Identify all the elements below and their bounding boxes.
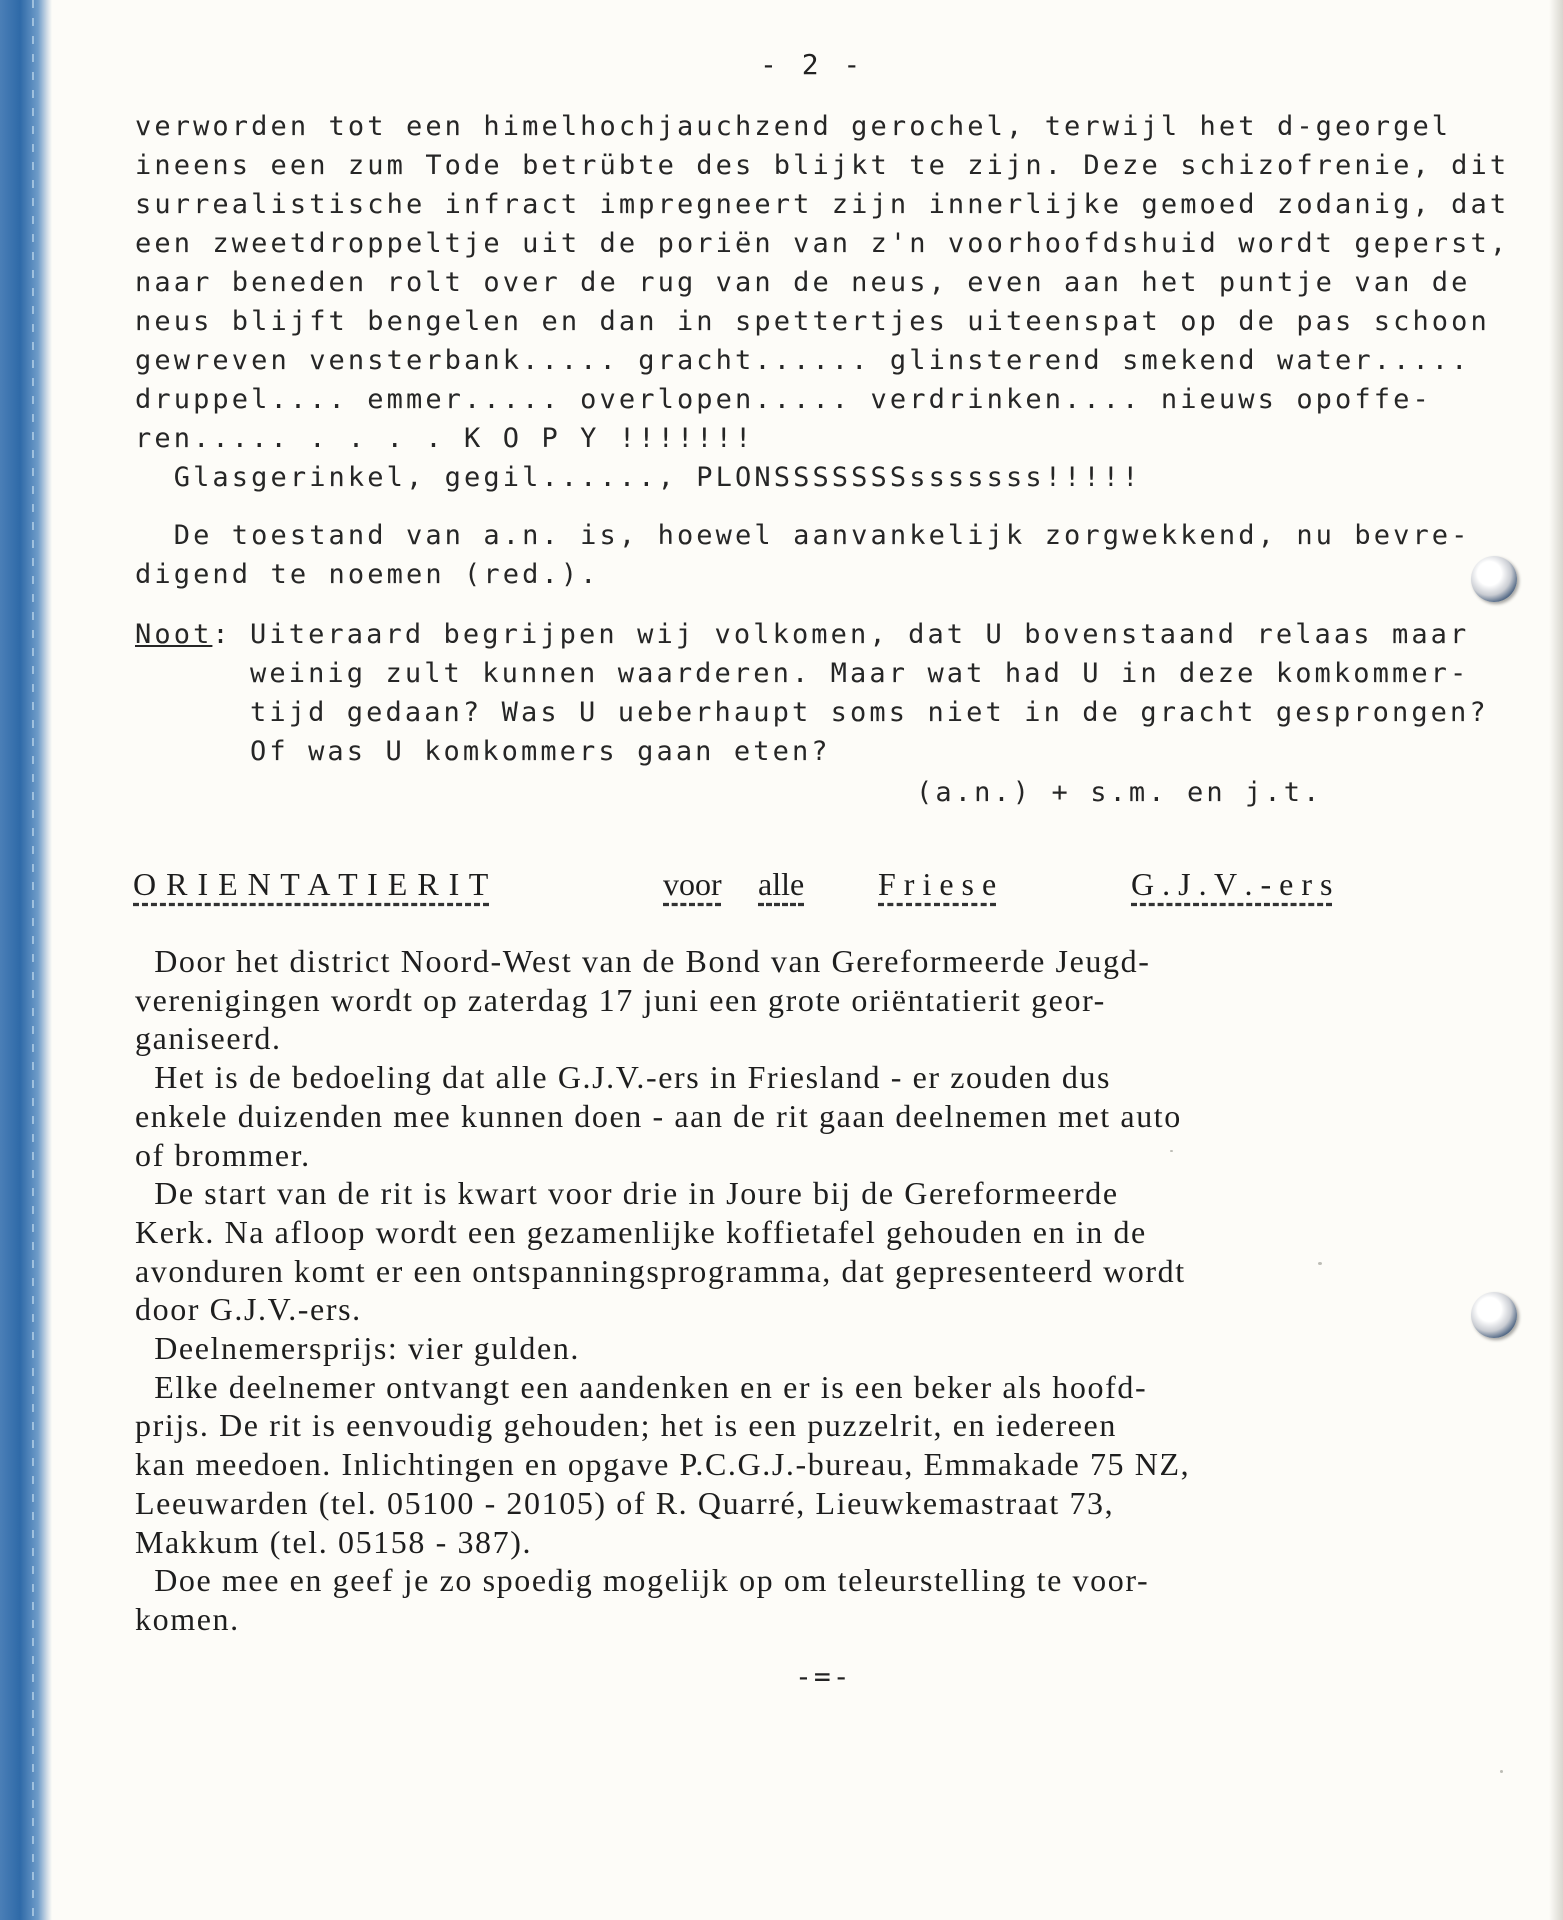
story-line: neus blijft bengelen en dan in spettertjes uiteenspat op de pas schoon [135, 306, 1490, 337]
note-line: weinig zult kunnen waarderen. Maar wat had U in deze komkommer- [250, 658, 1470, 689]
note-label: Noot [135, 619, 213, 650]
article-line: Doe mee en geef je zo spoedig mogelijk op om teleurstelling te voor- [135, 1562, 1150, 1599]
article-line: verenigingen wordt op zaterdag 17 juni een grote oriëntatierit geor- [135, 981, 1106, 1018]
page-number: - 2 - [760, 48, 865, 81]
punch-hole-upper [1471, 556, 1517, 602]
heading-word-gjvers: G . J . V . - e r s [1131, 866, 1333, 902]
note-line: Uiteraard begrijpen wij volkomen, dat U bovenstaand relaas maar [250, 619, 1470, 650]
status-line: digend te noemen (red.). [135, 559, 600, 590]
story-line: Glasgerinkel, gegil......, PLONSSSSSSSsssssss!!!!! [135, 462, 1142, 493]
note-line: Of was U komkommers gaan eten? [250, 736, 831, 767]
signature: (a.n.) + s.m. en j.t. [916, 777, 1323, 808]
article-line: komen. [135, 1600, 240, 1637]
article-line: door G.J.V.-ers. [135, 1291, 362, 1328]
article-line: prijs. De rit is eenvoudig gehouden; het is een puzzelrit, en iedereen [135, 1407, 1117, 1444]
article-line: De start van de rit is kwart voor drie in Joure bij de Gereformeerde [135, 1175, 1119, 1212]
paper-speck [1500, 1770, 1503, 1773]
article-line: Kerk. Na afloop wordt een gezamenlijke koffietafel gehouden en in de [135, 1213, 1147, 1250]
story-line: ren..... . . . . K O P Y !!!!!!! [135, 423, 755, 454]
end-mark: -=- [795, 1660, 852, 1693]
status-line: De toestand van a.n. is, hoewel aanvankelijk zorgwekkend, nu bevre- [135, 520, 1471, 551]
article-line: Leeuwarden (tel. 05100 - 20105) of R. Quarré, Lieuwkemastraat 73, [135, 1484, 1115, 1521]
story-line: druppel.... emmer..... overlopen..... verdrinken.... nieuws opoffe- [135, 384, 1432, 415]
story-line: gewreven vensterbank..... gracht...... glinsterend smekend water..... [135, 345, 1471, 376]
article-line: Door het district Noord-West van de Bond van Gereformeerde Jeugd- [135, 943, 1151, 979]
page-edge-shadow [1549, 0, 1563, 1920]
heading-word-alle: alle [758, 866, 805, 902]
heading-word-voor: voor [663, 866, 722, 902]
story-line: ineens een zum Tode betrübte des blijkt te zijn. Deze schizofrenie, dit [135, 150, 1510, 181]
note-separator: : [212, 619, 232, 650]
story-line: verworden tot een himelhochjauchzend gerochel, terwijl het d-georgel [135, 111, 1452, 142]
heading-word-orientatierit: O R I E N T A T I E R I T [133, 866, 490, 902]
article-line: Het is de bedoeling dat alle G.J.V.-ers in Friesland - er zouden dus [135, 1059, 1112, 1096]
article-line: enkele duizenden mee kunnen doen - aan de rit gaan deelnemen met auto [135, 1097, 1182, 1134]
paper-speck [1170, 1150, 1173, 1152]
note-line: tijd gedaan? Was U ueberhaupt soms niet in de gracht gesprongen? [250, 697, 1489, 728]
paper-speck [1318, 1262, 1322, 1265]
article-line: Makkum (tel. 05158 - 387). [135, 1523, 533, 1560]
article-line: Deelnemersprijs: vier gulden. [135, 1330, 581, 1366]
article-heading [133, 866, 1433, 916]
article-line: ganiseerd. [135, 1020, 282, 1057]
article-line: avonduren komt er een ontspanningsprogramma, dat gepresenteerd wordt [135, 1252, 1186, 1289]
note-first-line [135, 615, 232, 654]
story-line: een zweetdroppeltje uit de poriën van z'n voorhoofdshuid wordt geperst, [135, 228, 1510, 259]
article-line: kan meedoen. Inlichtingen en opgave P.C.G.J.-bureau, Emmakade 75 NZ, [135, 1446, 1191, 1483]
binding-stitch [32, 0, 34, 1920]
blue-binding-strip [0, 0, 52, 1920]
article-line: of brommer. [135, 1136, 311, 1173]
article-line: Elke deelnemer ontvangt een aandenken en er is een beker als hoofd- [135, 1368, 1148, 1405]
punch-hole-lower [1471, 1292, 1517, 1338]
story-line: naar beneden rolt over de rug van de neus, even aan het puntje van de [135, 267, 1471, 298]
heading-word-friese: F r i e s e [878, 866, 997, 902]
story-line: surrealistische infract impregneert zijn innerlijke gemoed zodanig, dat [135, 189, 1510, 220]
